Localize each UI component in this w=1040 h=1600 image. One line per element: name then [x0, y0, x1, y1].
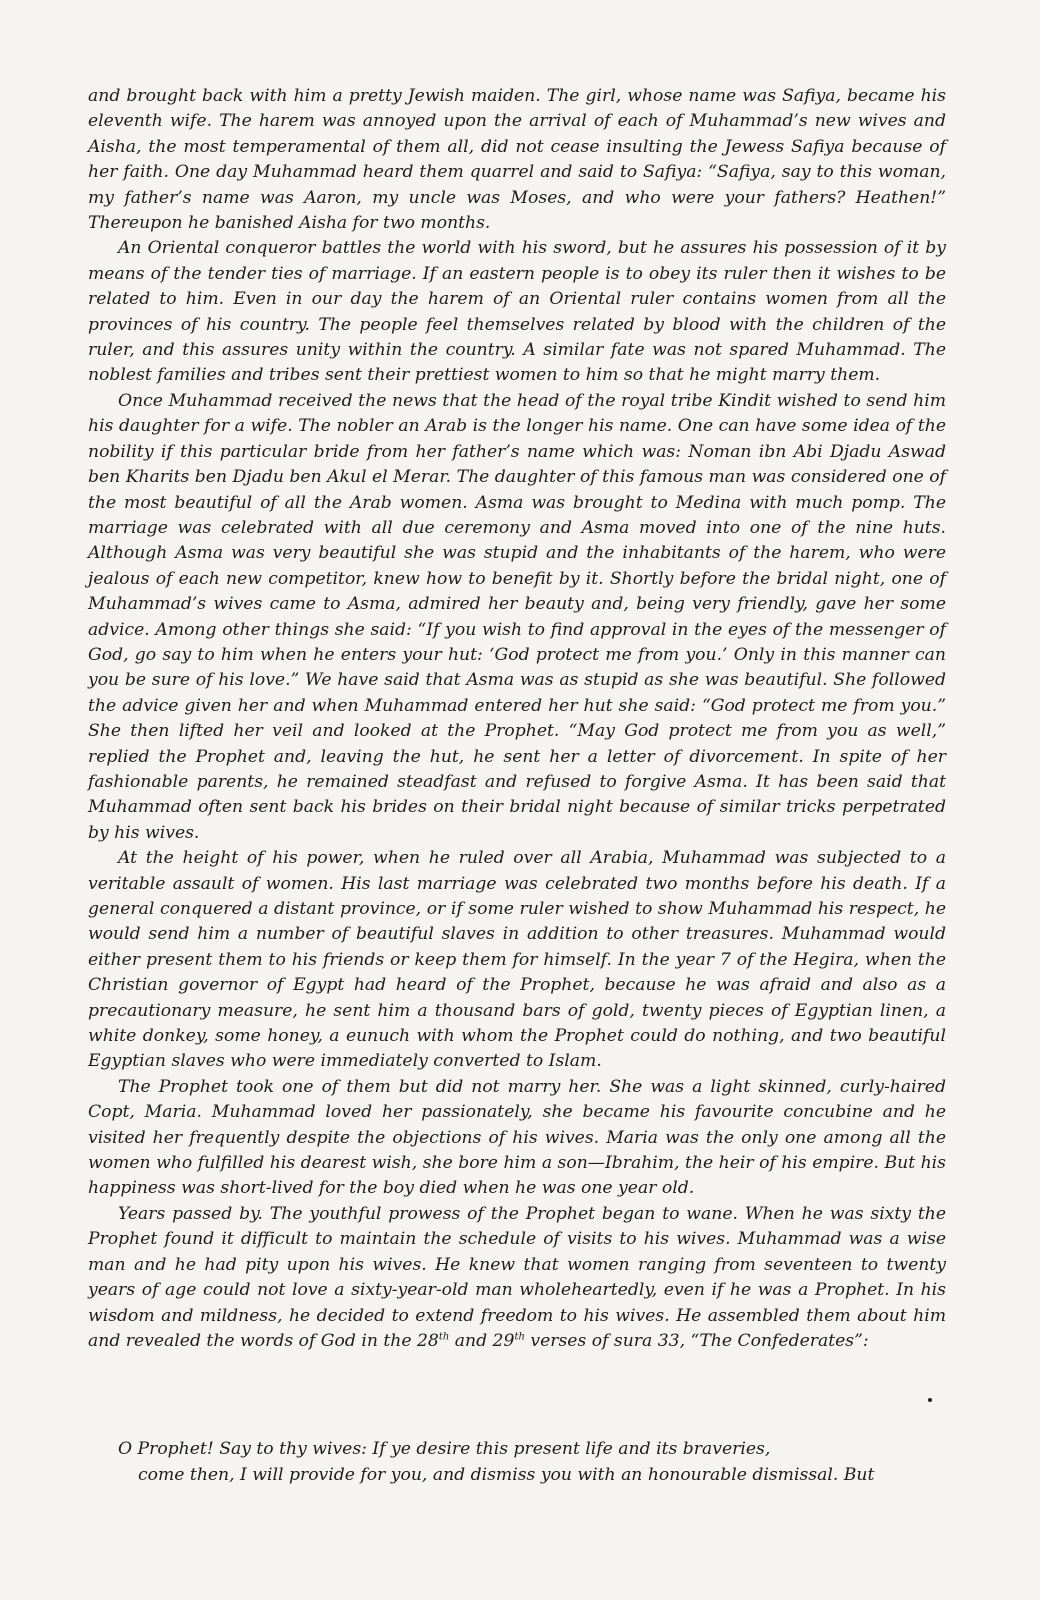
ordinal-suffix-1: th: [438, 1331, 450, 1343]
paragraph-6-end: verses of sura 33, “The Confederates”:: [524, 1330, 869, 1351]
paragraph-4: At the height of his power, when he ruled over all Arabia, Muhammad was subjected to a veritable assault of women. His last marriage was celebrated two months before his death. If a general conquered a distant province, or if some ruler wished to show Muhammad his respect, he would send him a number of beautiful slaves in addition to other treasures. Muhammad would either present them to his friends or keep them for himself. In the year 7 of the Hegira, when the Christian governor of Egypt had heard of the Prophet, because he was afraid and also as a precautionary measure, he sent him a thousand bars of gold, twenty pieces of Egyptian linen, a white donkey, some honey, a eunuch with whom the Prophet could do nothing, and two beautiful Egyptian slaves who were immediately converted to Islam.: [88, 848, 946, 1072]
ordinal-suffix-2: th: [514, 1331, 525, 1343]
quote-line-2: come then, I will provide for you, and dismiss you with an honourable dismissal. But: [138, 1465, 875, 1485]
scan-speck: [928, 1398, 932, 1402]
paragraph-6-text: Years passed by. The youthful prowess of the Prophet began to wane. When he was sixty the Prophet found it difficult to maintain the schedule of visits to his wives. Muhammad was a wise man and he had pity upon his wives. He knew that women ranging from seventeen to twenty years of age could not love a sixty-year-old man wholeheartedly, even if he was a Prophet. In his wisdom and mildness, he decided to extend freedom to his wives. He assembled them about him and revealed the words of God in the 28: [88, 1203, 946, 1351]
paragraph-5: The Prophet took one of them but did not marry her. She was a light skinned, curly-haired Copt, Maria. Muhammad loved her passionately, she became his favourite concubine and he visited her frequently despite the objections of his wives. Maria was the only one among all the women who fulfilled his dearest wish, she bore him a son—Ibrahim, the heir of his empire. But his happiness was short-lived for the boy died when he was one year old.: [88, 1076, 946, 1199]
scripture-quote: [118, 1436, 918, 1488]
quote-line-1: O Prophet! Say to thy wives: If ye desire this present life and its braveries,: [118, 1439, 771, 1459]
paragraph-1: and brought back with him a pretty Jewish maiden. The girl, whose name was Safiya, became his eleventh wife. The harem was annoyed upon the arrival of each of Muhammad’s new wives and Aisha, the most temperamental of them all, did not cease insulting the Jewess Safiya because of her faith. One day Muhammad heard them quarrel and said to Safiya: “Safiya, say to this woman, my father’s name was Aaron, my uncle was Moses, and who were your fathers? Heathen!” Thereupon he banished Aisha for two months.: [88, 86, 946, 234]
paragraph-6: [88, 1202, 946, 1354]
paragraph-6-mid: and 29: [449, 1330, 515, 1351]
paragraph-3: Once Muhammad received the news that the head of the royal tribe Kindit wished to send him his daughter for a wife. The nobler an Arab is the longer his name. One can have some idea of the nobility if this particular bride from her father’s name which was: Noman ibn Abi Djadu Aswad ben Kharits ben Djadu ben Akul el Merar. The daughter of this famous man was considered one of the most beautiful of all the Arab women. Asma was brought to Medina with much pomp. The marriage was celebrated with all due ceremony and Asma moved into one of the nine huts. Although Asma was very beautiful she was stupid and the inhabitants of the harem, who were jealous of each new competitor, knew how to benefit by it. Shortly before the bridal night, one of Muhammad’s wives came to Asma, admired her beauty and, being very friendly, gave her some advice. Among other things she said: “If you wish to find approval in the eyes of the messenger of God, go say to him when he enters your hut: ‘God protect me from you.’ Only in this manner can you be sure of his love.” We have said that Asma was as stupid as she was beautiful. She followed the advice given her and when Muhammad entered her hut she said: “God protect me from you.” She then lifted her veil and looked at the Prophet. “May God protect me from you as well,” replied the Prophet and, leaving the hut, he sent her a letter of divorcement. In spite of her fashionable parents, he remained steadfast and refused to forgive Asma. It has been said that Muhammad often sent back his brides on their bridal night because of similar tricks perpetrated by his wives.: [88, 390, 946, 843]
body-text: [88, 84, 946, 1354]
paragraph-2: An Oriental conqueror battles the world with his sword, but he assures his possession of it by means of the tender ties of marriage. If an eastern people is to obey its ruler then it wishes to be related to him. Even in our day the harem of an Oriental ruler contains women from all the provinces of his country. The people feel themselves related by blood with the children of the ruler, and this assures unity within the country. A similar fate was not spared Muhammad. The noblest families and tribes sent their prettiest women to him so that he might marry them.: [88, 238, 946, 386]
